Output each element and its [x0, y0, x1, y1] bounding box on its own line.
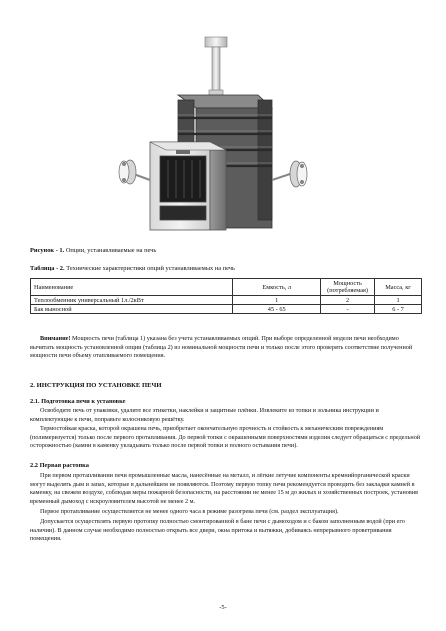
header-power: Мощность (потребляемая) [321, 279, 375, 296]
cell-name: Теплообменник универсальный 1л./2кВт [31, 296, 233, 305]
cell-name: Бак выносной [31, 305, 233, 314]
figure-caption [30, 247, 156, 254]
section-2-2-paragraph-3: Допускается осуществлять первую протопку полностью смонтированной в бане печи с дымоходом и с баком заполненным водой (при его наличии). В данном случае необходимо полностью открыть все двери, окна притока и вытяжки, добиваясь непрерывного проветривания помещения. [30, 518, 405, 543]
table-caption [30, 265, 235, 272]
cell-power: 2 [321, 296, 375, 305]
section-2-1-paragraph-2: Термостойкая краска, которой окрашена печь, приобретает окончательную прочность и стойкость к механическим повреждениям (полимеризуется) только после первого протапливания. До первой топки с окрашенными поверхностями изделия следует обращаться с предельной осторожностью (камни в каменку укладывать только после первой топки и полного остывания печи). [30, 425, 421, 450]
heat-exchanger-left [119, 160, 150, 184]
figure-caption-text: Опции, устанавливаемые на печь [64, 247, 157, 254]
chimney-pipe [205, 37, 227, 95]
table-row [31, 305, 422, 314]
attention-label: Внимание! [40, 335, 71, 342]
heat-exchanger-right [272, 161, 307, 187]
table-header-row [31, 279, 422, 296]
cell-capacity: 1 [233, 296, 321, 305]
cell-mass: 6 - 7 [375, 305, 422, 314]
attention-note [30, 335, 422, 361]
table-label: Таблица - 2. [30, 265, 65, 272]
table-row [31, 296, 422, 305]
attention-text: Мощность печи (таблица 1) указана без учета устанавливаемых опций. При выборе определенной модели печи необходимо вычитать мощность установленной опции (таблица 2) из номинальной мощности печи и только после этого проверять соответствие полученной мощности печи объему отапливаемого помещения. [30, 335, 413, 360]
section-2-2-title: 2.2 Первая растопка [30, 462, 89, 469]
cell-power: - [321, 305, 375, 314]
stove-options-illustration [0, 0, 446, 240]
options-spec-table [30, 278, 422, 314]
table-caption-text: Технические характеристики опций устанавливаемых на печь [64, 265, 235, 272]
header-mass: Масса, кг [375, 279, 422, 296]
section-2-1-paragraph-1: Освободите печь от упаковки, удалите все этикетки, наклейки и защитные плёнки. Извлеките из топки и зольника инструкции и комплектующие к печи, поправьте колосниковую решётку. [30, 407, 379, 423]
section-2-1-title: 2.1. Подготовка печи к установке [30, 398, 126, 405]
header-capacity: Емкость, л [233, 279, 321, 296]
section-2-2-paragraph-1: При первом протапливании печи промышленные масла, нанесённые на металл, и лёгкие летучие компоненты кремнийорганической краски могут выделять дым и запах, которые в дальнейшем не появляются. Поэтому первую топку печи рекомендуется проводить без закладки камней в каменку, на свежем воздухе, соблюдая меры пожарной безопасности, на расстоянии не менее 15 м до жилых и хозяйственных построек, установив временный дымоход с искроуловителем высотой не менее 2 м. [30, 472, 419, 505]
page-number: -5- [219, 604, 227, 611]
figure-label: Рисунок - 1. [30, 247, 65, 254]
stove-body [150, 142, 226, 230]
cell-mass: 1 [375, 296, 422, 305]
cell-capacity: 45 - 65 [233, 305, 321, 314]
header-name: Наименование [31, 279, 233, 296]
section-2-title: 2. ИНСТРУКЦИЯ ПО УСТАНОВКЕ ПЕЧИ [30, 382, 162, 389]
section-2-2-paragraph-2: Первое протапливание осуществляется не менее одного часа в режиме разогрева печи (см. раздел эксплуатация). [40, 508, 339, 515]
